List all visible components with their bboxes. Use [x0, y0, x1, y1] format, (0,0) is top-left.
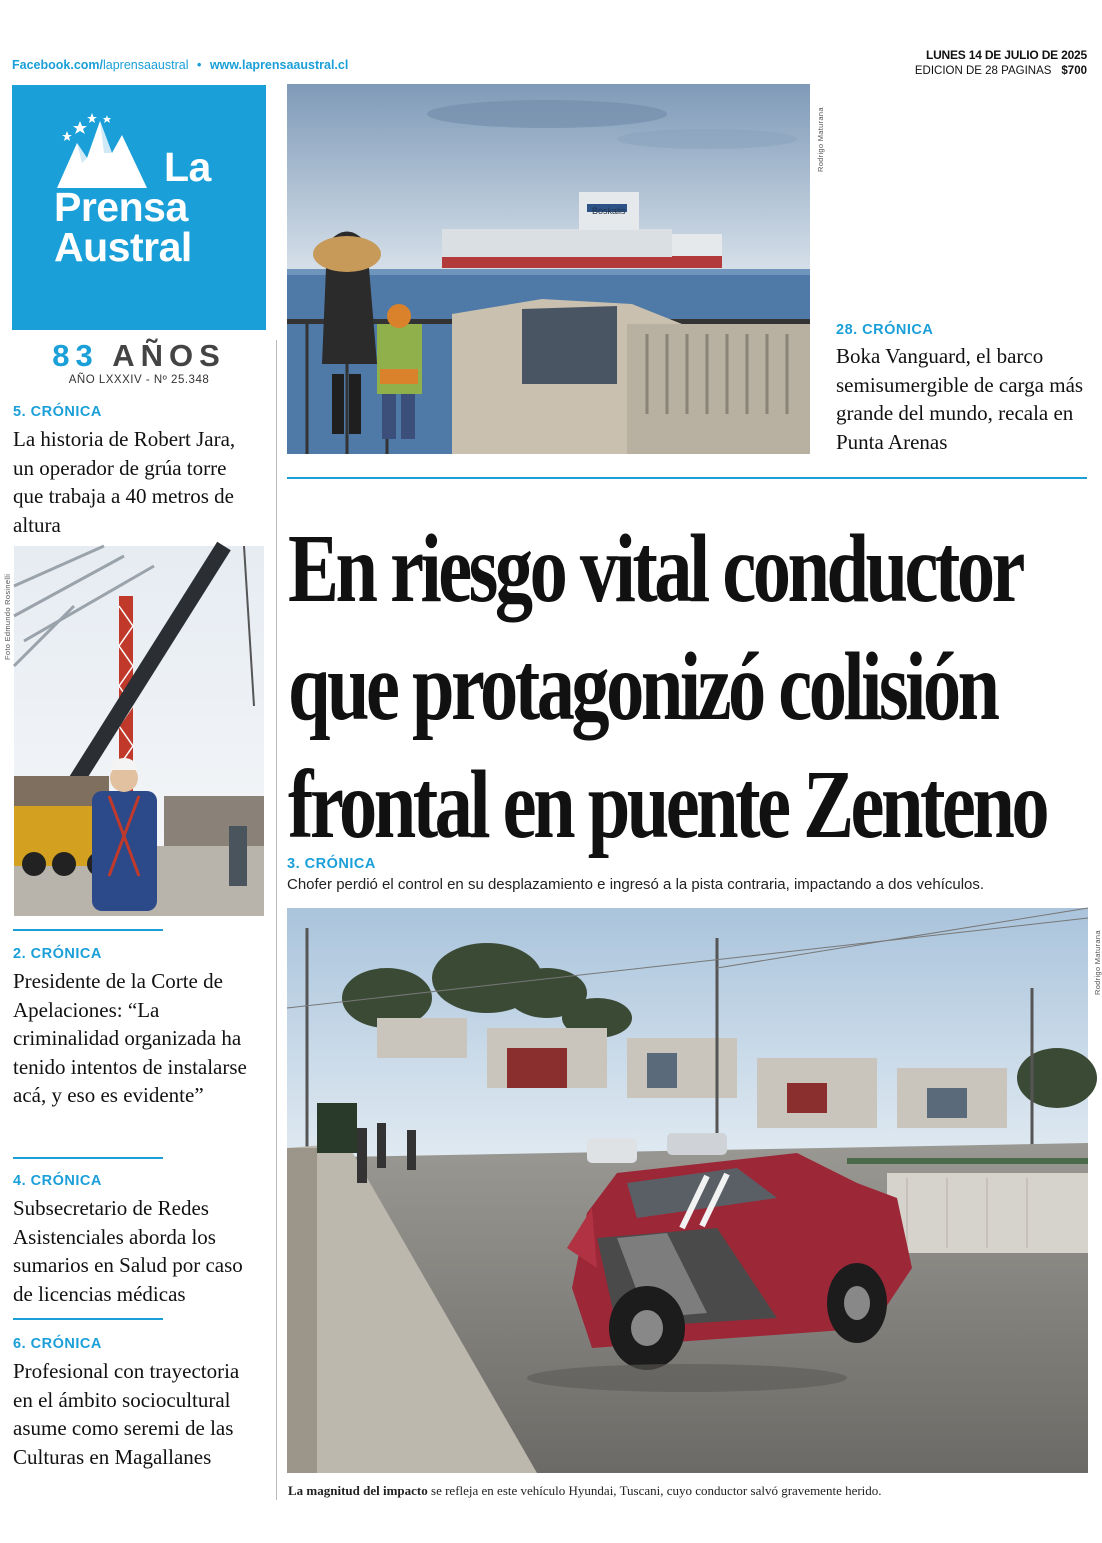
story-kicker[interactable]: 4. CRÓNICA	[13, 1173, 102, 1189]
story-kicker[interactable]: 28. CRÓNICA	[836, 322, 934, 338]
masthead-logo[interactable]	[12, 85, 266, 330]
volume-number: AÑO LXXXIV - Nº 25.348	[68, 374, 210, 386]
main-headline-line3: frontal en puente Zenteno	[288, 751, 1047, 859]
issue-date: LUNES 14 DE JULIO DE 2025	[925, 48, 1087, 62]
social-links	[12, 58, 348, 72]
story-kicker[interactable]: 5. CRÓNICA	[13, 404, 102, 420]
main-headline-line1: En riesgo vital conductor	[288, 515, 1022, 623]
story-kicker[interactable]: 2. CRÓNICA	[13, 946, 102, 962]
edition-info: EDICION DE 28 PAGINAS	[914, 65, 1052, 77]
story-headline[interactable]: La historia de Robert Jara, un operador de grúa torre que trabaja a 40 metros de altura	[13, 427, 236, 537]
ship-photo[interactable]	[287, 84, 810, 454]
caption-lead: La magnitud del impacto	[288, 1483, 428, 1498]
divider	[13, 1318, 163, 1320]
photo-caption	[288, 1483, 882, 1499]
separator-bullet: •	[196, 58, 202, 72]
facebook-link[interactable]: Facebook.com/laprensaaustral	[12, 58, 189, 72]
divider	[13, 929, 163, 931]
caption-text: se refleja en este vehículo Hyundai, Tuscani, cuyo conductor salvó gravemente herido.	[427, 1483, 882, 1498]
story-kicker[interactable]: 3. CRÓNICA	[287, 856, 376, 872]
price: $700	[1061, 65, 1087, 77]
masthead-name-line3: Austral	[54, 224, 192, 270]
dateline	[915, 48, 1087, 77]
main-headline-line2: que protagonizó colisión	[288, 633, 997, 741]
story-headline[interactable]: Boka Vanguard, el barco semisumergible de carga más grande del mundo, recala en Punta Arenas	[836, 344, 1084, 454]
ship-name-label: Boskalis	[592, 206, 626, 216]
anniversary-number: 83	[52, 338, 99, 373]
crane-photo[interactable]	[14, 546, 264, 916]
story-headline[interactable]: Subsecretario de Redes Asistenciales aborda los sumarios en Salud por caso de licencias médicas	[13, 1196, 243, 1306]
masthead-name-line1: La	[164, 144, 211, 190]
story-kicker[interactable]: 6. CRÓNICA	[13, 1336, 102, 1352]
photo-credit: Rodrigo Maturana	[1093, 930, 1102, 995]
divider	[13, 1157, 163, 1159]
divider	[287, 477, 1087, 479]
masthead-name	[54, 144, 211, 270]
masthead-name-line2: Prensa	[54, 184, 188, 230]
column-divider	[276, 340, 277, 1500]
anniversary	[12, 338, 266, 374]
photo-credit: Foto Edmundo Rosinelli	[3, 573, 12, 660]
main-headline[interactable]	[288, 510, 1047, 864]
story-headline[interactable]: Presidente de la Corte de Apelaciones: “La criminalidad organizada ha tenido intentos de instalarse acá, y eso es evidente”	[13, 969, 247, 1107]
story-headline[interactable]: Profesional con trayectoria en el ámbito sociocultural asume como seremi de las Culturas en Magallanes	[13, 1359, 240, 1469]
website-link[interactable]: www.laprensaaustral.cl	[209, 58, 349, 72]
crash-photo[interactable]	[287, 908, 1088, 1473]
subheadline: Chofer perdió el control en su desplazamiento e ingresó a la pista contraria, impactando a dos vehículos.	[287, 876, 985, 893]
photo-credit: Rodrigo Maturana	[816, 107, 825, 172]
anniversary-word: AÑOS	[112, 338, 226, 373]
